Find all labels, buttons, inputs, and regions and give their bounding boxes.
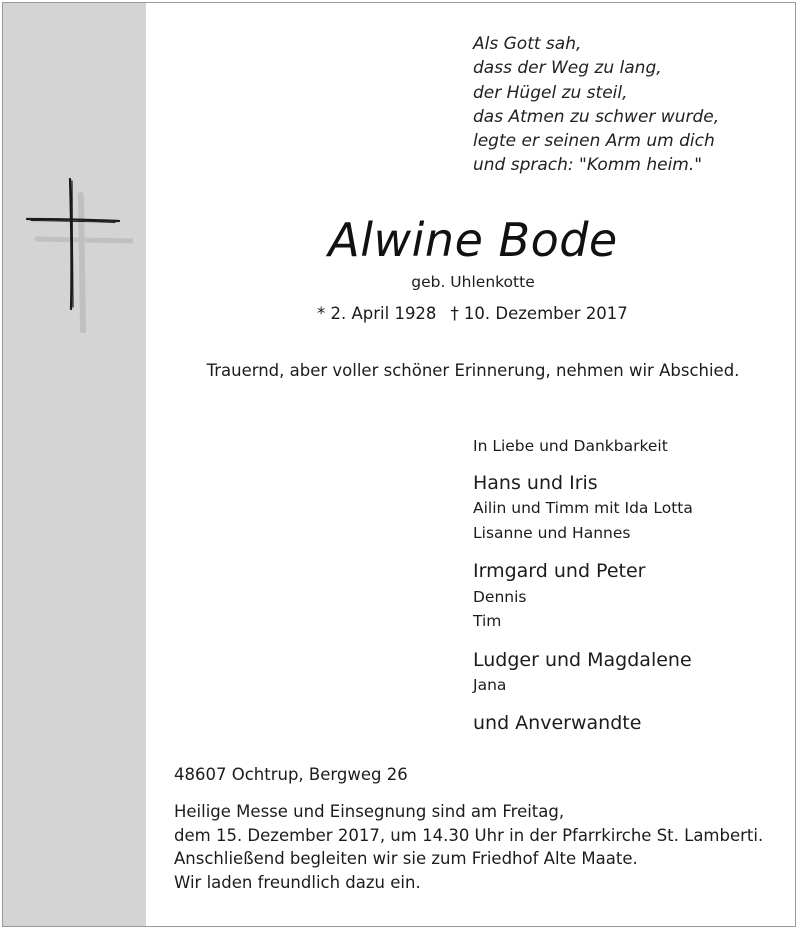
service-line: Anschließend begleiten wir sie zum Friedhof Alte Maate. <box>174 849 638 868</box>
poem <box>473 32 719 178</box>
poem-line: legte er seinen Arm um dich <box>473 131 715 152</box>
poem-line: das Atmen zu schwer wurde, <box>473 106 720 127</box>
family-name: Hans und Iris <box>473 472 598 494</box>
deceased-name: Alwine Bode <box>328 213 618 267</box>
poem-line: Als Gott sah, <box>473 34 582 54</box>
cross-icon <box>23 173 133 333</box>
family-member: Tim <box>473 612 502 630</box>
service-line: Wir laden freundlich dazu ein. <box>174 872 421 892</box>
poem-line: und sprach: "Komm heim." <box>473 155 703 176</box>
mourners-intro: In Liebe und Dankbarkeit <box>473 437 668 455</box>
service-line: dem 15. Dezember 2017, um 14.30 Uhr in der Pfarrkirche St. Lamberti. <box>174 825 764 845</box>
gray-sidebar <box>3 3 146 926</box>
service-details <box>174 800 763 894</box>
family-member: Dennis <box>473 588 527 606</box>
family-member: Lisanne und Hannes <box>473 524 631 542</box>
birth-name: geb. Uhlenkotte <box>411 273 535 291</box>
family-name: Ludger und Magdalene <box>473 649 692 671</box>
service-line: Heilige Messe und Einsegnung sind am Freitag, <box>174 802 565 821</box>
farewell-statement: Trauernd, aber voller schöner Erinnerung, nehmen wir Abschied. <box>206 361 740 380</box>
birth-date: * 2. April 1928 <box>317 304 437 323</box>
family-member: Ailin und Timm mit Ida Lotta <box>473 499 693 517</box>
family-member: Jana <box>473 676 507 694</box>
relatives-closing: und Anverwandte <box>473 712 642 734</box>
poem-line: dass der Weg zu lang, <box>473 58 662 79</box>
life-dates <box>317 302 628 326</box>
poem-line: der Hügel zu steil, <box>473 82 628 103</box>
family-name: Irmgard und Peter <box>473 560 646 582</box>
death-date: † 10. Dezember 2017 <box>450 304 628 323</box>
address: 48607 Ochtrup, Bergweg 26 <box>174 765 408 784</box>
